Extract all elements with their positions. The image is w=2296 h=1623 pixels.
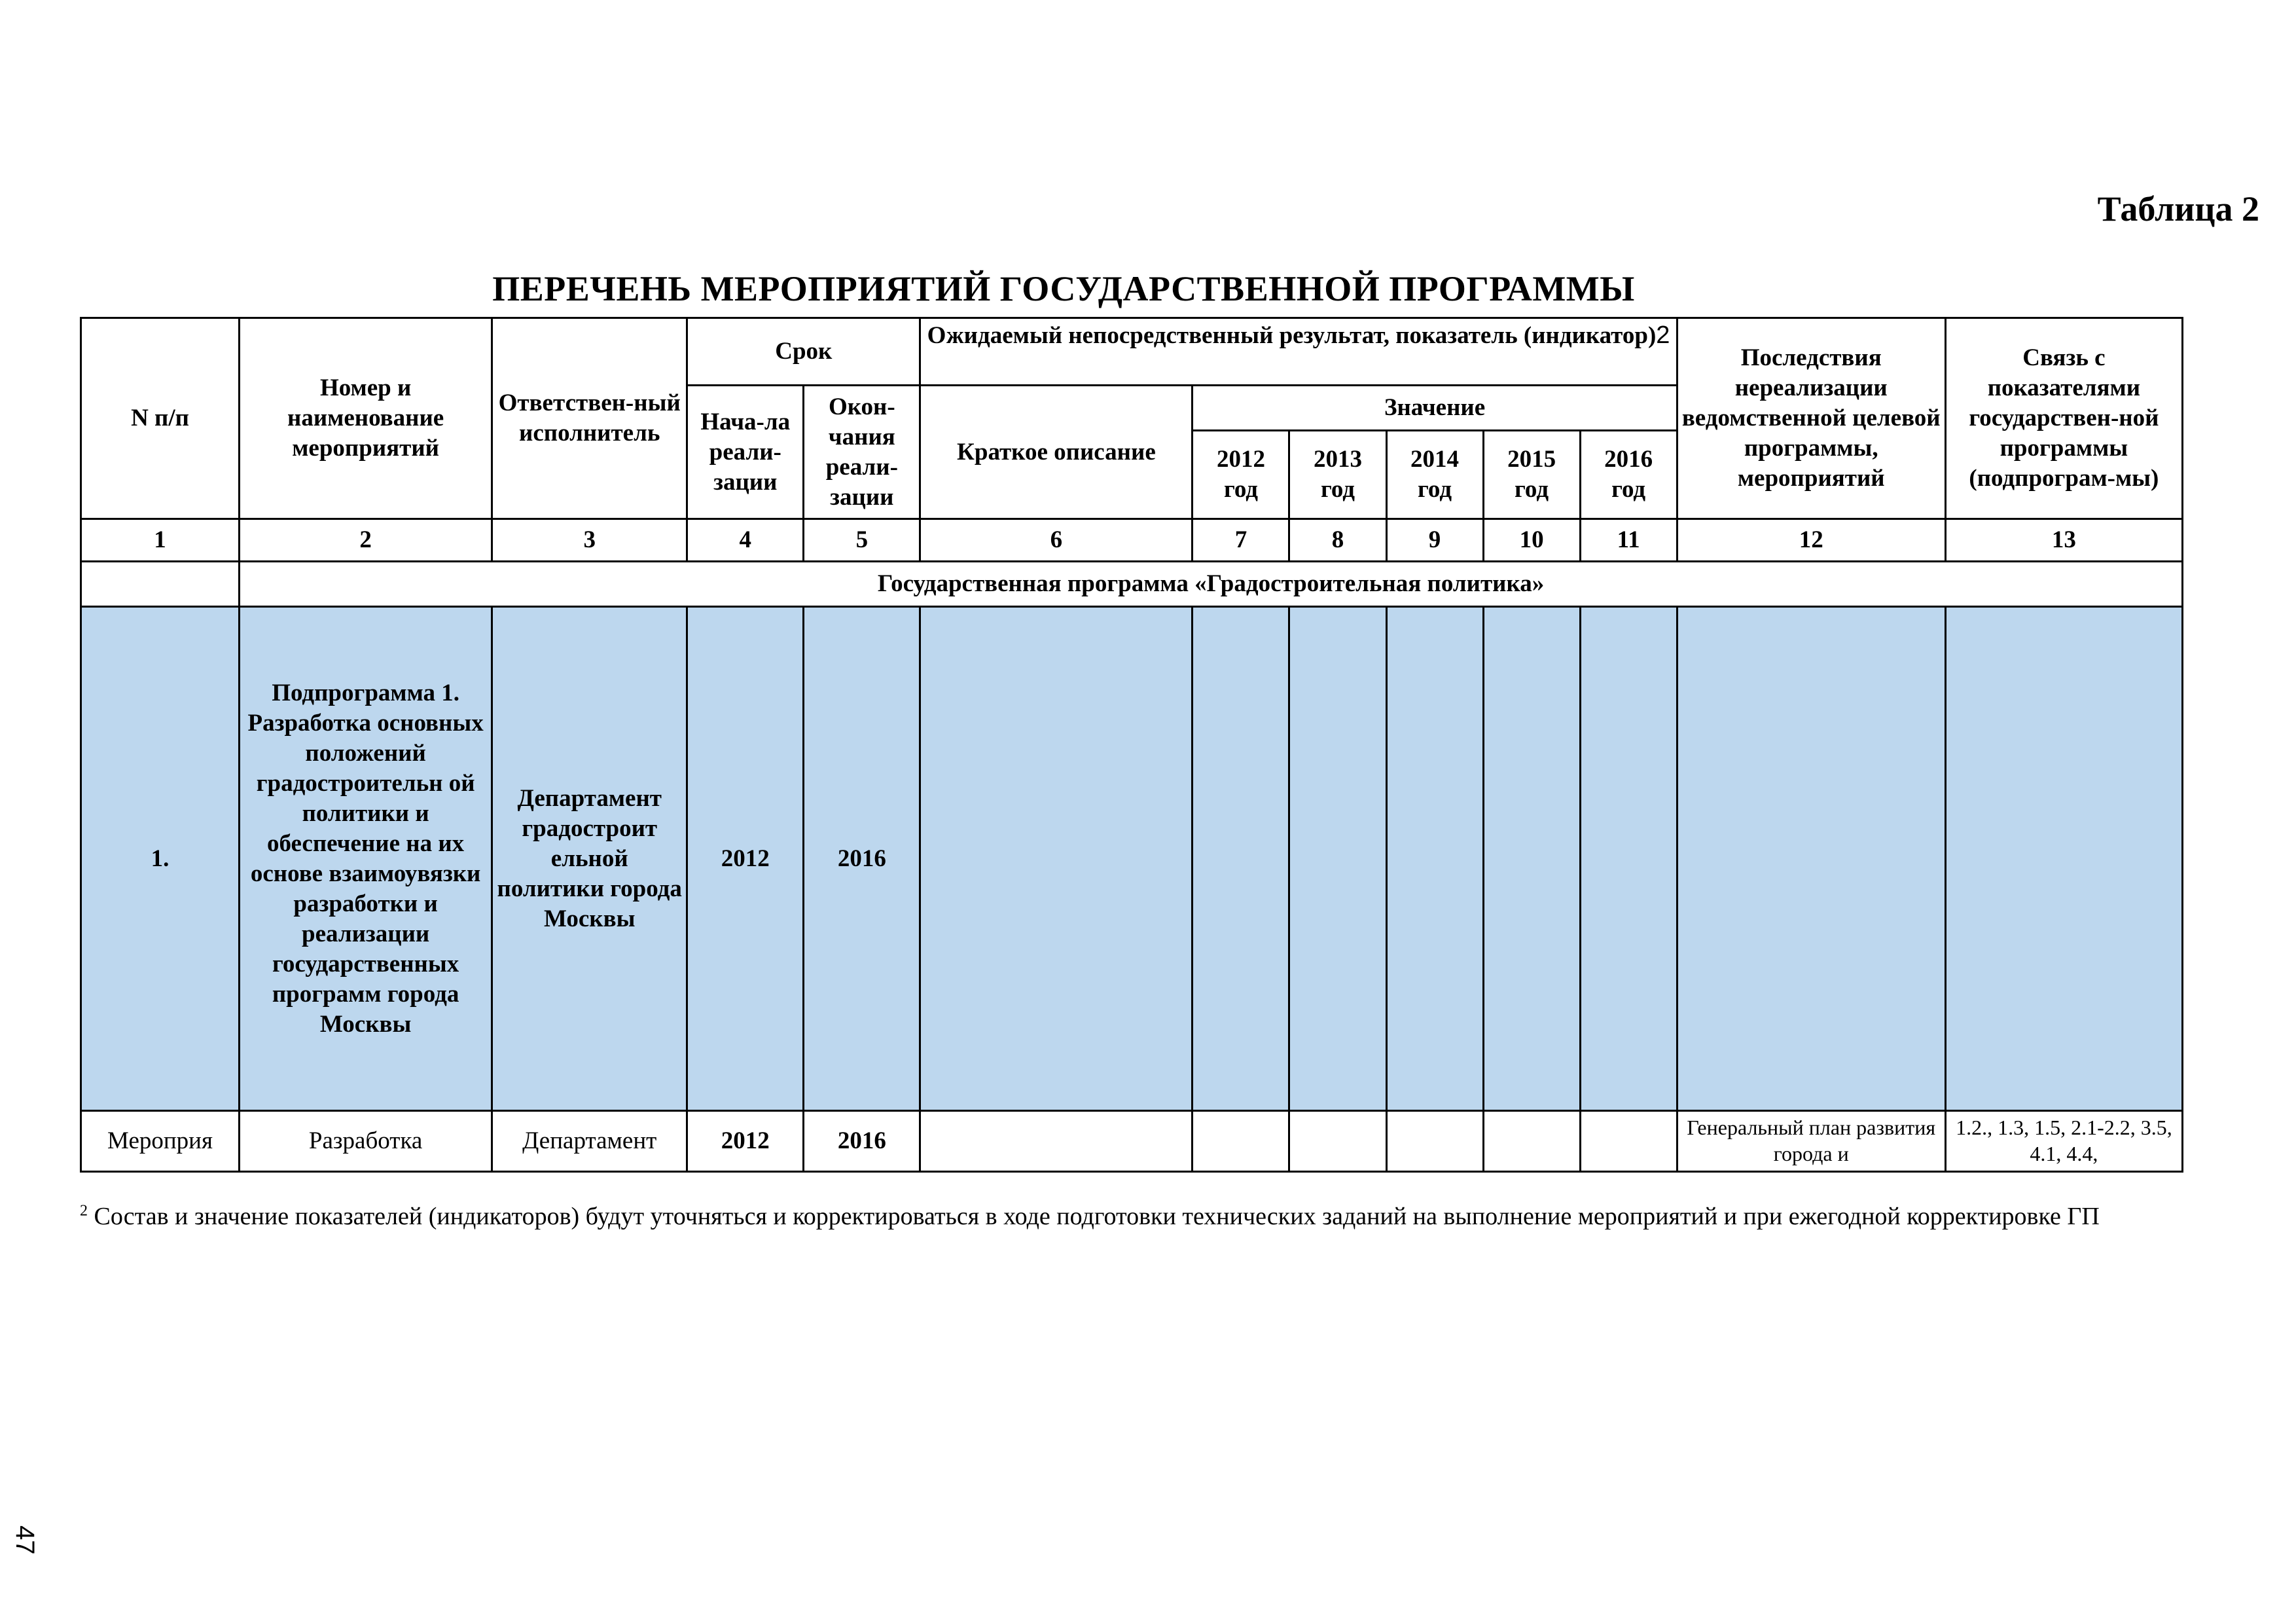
header-executor: Ответствен-ный исполнитель [492, 318, 687, 519]
table-cell [1483, 1111, 1580, 1172]
table-cell [1677, 607, 1945, 1111]
header-name: Номер и наименование мероприятий [240, 318, 492, 519]
subprogram-name: Подпрограмма 1. Разработка основных положений градостроительн ой политики и обеспечение на их основе взаимоувязки разработки и реализации государственных программ города Москвы [240, 607, 492, 1111]
header-expected [920, 318, 1677, 386]
table-cell [1289, 607, 1386, 1111]
subprogram-row [81, 607, 2183, 1111]
header-year-2013: 2013 год [1289, 431, 1386, 519]
header-end: Окон-чания реали-зации [804, 386, 920, 519]
header-start: Нача-ла реали-зации [687, 386, 804, 519]
header-srok: Срок [687, 318, 920, 386]
header-year-2014: 2014 год [1386, 431, 1483, 519]
header-num: N п/п [81, 318, 240, 519]
program-row [81, 562, 2183, 607]
column-number: 7 [1193, 519, 1289, 562]
column-number: 13 [1945, 519, 2182, 562]
column-number: 4 [687, 519, 804, 562]
column-number: 8 [1289, 519, 1386, 562]
table-cell [1193, 607, 1289, 1111]
column-number: 12 [1677, 519, 1945, 562]
header-year-2016: 2016 год [1580, 431, 1677, 519]
table-cell [1386, 1111, 1483, 1172]
column-number: 3 [492, 519, 687, 562]
header-description: Краткое описание [920, 386, 1193, 519]
table-cell [1580, 607, 1677, 1111]
table-cell [1483, 607, 1580, 1111]
column-number: 5 [804, 519, 920, 562]
event-num: Мероприя [81, 1111, 240, 1172]
subprogram-end: 2016 [804, 607, 920, 1111]
footnote-text: Состав и значение показателей (индикаторов) будут уточняться и корректироваться в ходе подготовки технических заданий на выполнение мероприятий и при ежегодной корректировке ГП [94, 1203, 2100, 1230]
page-number: 47 [10, 1525, 39, 1555]
header-consequences: Последствия нереализации ведомственной целевой программы, мероприятий [1677, 318, 1945, 519]
header-expected-text: Ожидаемый непосредственный результат, показатель (индикатор) [927, 322, 1657, 349]
table-cell [920, 1111, 1193, 1172]
table-cell [1386, 607, 1483, 1111]
event-end: 2016 [804, 1111, 920, 1172]
column-number: 11 [1580, 519, 1677, 562]
header-expected-sup: 2 [1656, 321, 1670, 349]
footnote-marker: 2 [80, 1202, 88, 1220]
table-cell [920, 607, 1193, 1111]
event-row [81, 1111, 2183, 1172]
event-name: Разработка [240, 1111, 492, 1172]
column-numbers-row [81, 519, 2183, 562]
events-table [80, 317, 2183, 1173]
column-number: 1 [81, 519, 240, 562]
program-title: Государственная программа «Градостроительная политика» [240, 562, 2183, 607]
document-title: ПЕРЕЧЕНЬ МЕРОПРИЯТИЙ ГОСУДАРСТВЕННОЙ ПРОГРАММЫ [492, 269, 1635, 308]
column-number: 10 [1483, 519, 1580, 562]
header-row-1 [81, 318, 2183, 386]
column-number: 9 [1386, 519, 1483, 562]
header-links: Связь с показателями государствен-ной программы (подпрограм-мы) [1945, 318, 2182, 519]
subprogram-executor: Департамент градостроит ельной политики города Москвы [492, 607, 687, 1111]
header-znachenie: Значение [1193, 386, 1677, 431]
table-cell [1945, 607, 2182, 1111]
header-year-2012: 2012 год [1193, 431, 1289, 519]
column-number: 6 [920, 519, 1193, 562]
event-executor: Департамент [492, 1111, 687, 1172]
table-cell [1289, 1111, 1386, 1172]
event-start: 2012 [687, 1111, 804, 1172]
column-number: 2 [240, 519, 492, 562]
event-consequences: Генеральный план развития города и [1677, 1111, 1945, 1172]
subprogram-start: 2012 [687, 607, 804, 1111]
table-cell [1580, 1111, 1677, 1172]
table-label: Таблица 2 [2097, 189, 2259, 228]
footnote [80, 1199, 2174, 1233]
subprogram-num: 1. [81, 607, 240, 1111]
program-row-empty [81, 562, 240, 607]
header-year-2015: 2015 год [1483, 431, 1580, 519]
event-links: 1.2., 1.3, 1.5, 2.1-2.2, 3.5, 4.1, 4.4, [1945, 1111, 2182, 1172]
table-cell [1193, 1111, 1289, 1172]
